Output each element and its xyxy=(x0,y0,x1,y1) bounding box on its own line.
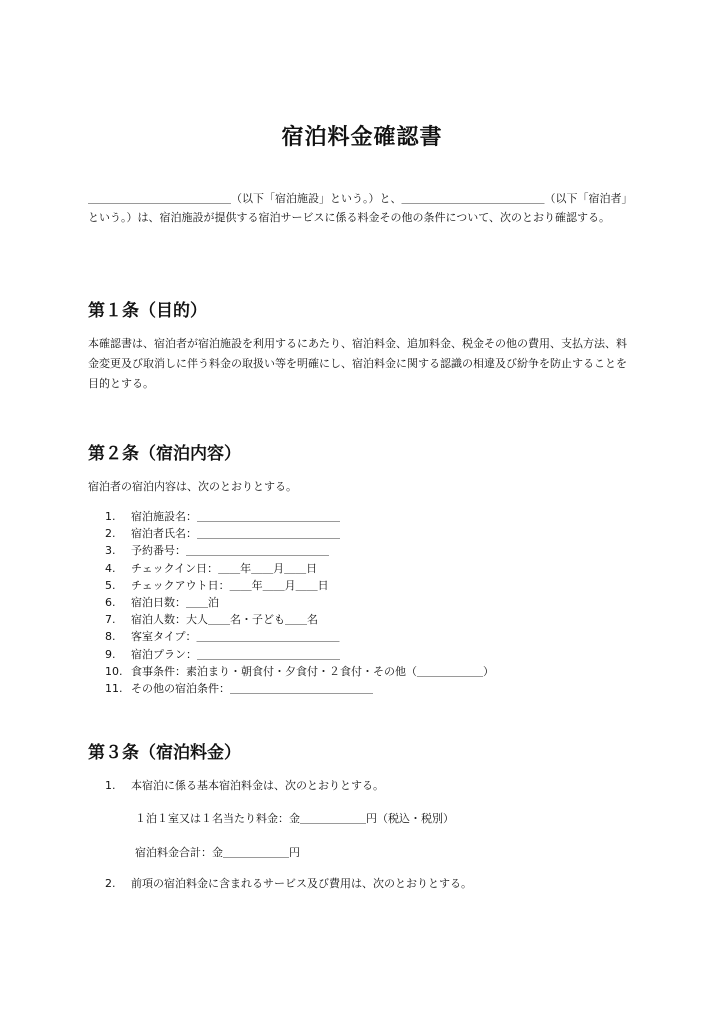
article-2-heading: 第２条（宿泊内容） xyxy=(88,444,241,464)
list-item-text: 客室タイプ：＿＿＿＿＿＿＿＿＿＿＿＿＿ xyxy=(131,630,340,644)
list-item-number: 2. xyxy=(105,877,116,890)
list-item-number: 6. xyxy=(105,595,116,609)
article-3-heading: 第３条（宿泊料金） xyxy=(88,743,241,763)
list-item-text: 宿泊施設名：＿＿＿＿＿＿＿＿＿＿＿＿＿ xyxy=(131,510,340,523)
list-item-text: 食事条件：素泊まり・朝食付・夕食付・２食付・その他（＿＿＿＿＿＿） xyxy=(131,664,494,678)
list-item-text: 本宿泊に係る基本宿泊料金は、次のとおりとする。 xyxy=(131,779,384,792)
list-item-number: 7. xyxy=(105,613,116,627)
list-item-text: 前項の宿泊料金に含まれるサービス及び費用は、次のとおりとする。 xyxy=(131,877,472,890)
list-item-text: 宿泊プラン：＿＿＿＿＿＿＿＿＿＿＿＿＿ xyxy=(131,647,340,661)
article-1-heading: 第１条（目的） xyxy=(88,301,207,321)
article-1-body: 本確認書は、宿泊者が宿泊施設を利用するにあたり、宿泊料金、追加料金、税金その他の費用、支払方法、料金変更及び取消しに伴う料金の取扱い等を明確にし、宿泊料金に関する認識の相違及び紛争を防止することを目的とする。 xyxy=(88,337,627,390)
list-item xyxy=(105,628,494,645)
document-title: 宿泊料金確認書 xyxy=(281,125,443,150)
list-item-text: チェックイン日：＿＿年＿＿月＿＿日 xyxy=(131,561,318,575)
list-item-number: 11. xyxy=(105,681,123,695)
list-item-text: その他の宿泊条件：＿＿＿＿＿＿＿＿＿＿＿＿＿ xyxy=(131,681,373,695)
list-item-text: 宿泊日数：＿＿泊 xyxy=(131,595,219,609)
list-item-number: 4. xyxy=(105,561,116,575)
fee-list-item-2 xyxy=(105,875,472,891)
list-item-number: 1. xyxy=(105,779,116,792)
list-item xyxy=(105,560,494,577)
list-item xyxy=(105,680,494,697)
intro-paragraph: ＿＿＿＿＿＿＿＿＿＿＿＿＿（以下「宿泊施設」という。）と、＿＿＿＿＿＿＿＿＿＿＿＿＿（以下「宿泊者」という。）は、宿泊施設が提供する宿泊サービスに係る料金その他の条件について、次のとおり確認する。 xyxy=(88,192,633,224)
list-item-text: 宿泊人数：大人＿＿名・子ども＿＿名 xyxy=(131,613,318,627)
list-item-number: 8. xyxy=(105,630,116,644)
list-item xyxy=(105,594,494,611)
list-item-number: 1. xyxy=(105,510,116,523)
list-item xyxy=(105,542,494,559)
fee-list-item-1 xyxy=(105,777,384,793)
list-item-text: 宿泊者氏名：＿＿＿＿＿＿＿＿＿＿＿＿＿ xyxy=(131,527,340,541)
list-item-number: 9. xyxy=(105,647,116,661)
list-item-text: チェックアウト日：＿＿年＿＿月＿＿日 xyxy=(131,578,329,592)
list-item-number: 3. xyxy=(105,544,116,558)
stay-details-list xyxy=(105,508,494,697)
list-item-text: 予約番号：＿＿＿＿＿＿＿＿＿＿＿＿＿ xyxy=(131,544,329,558)
list-item xyxy=(105,577,494,594)
total-rate-line: 宿泊料金合計：金＿＿＿＿＿＿円 xyxy=(135,846,300,859)
list-item xyxy=(105,663,494,680)
list-item xyxy=(105,611,494,628)
article-2-body: 宿泊者の宿泊内容は、次のとおりとする。 xyxy=(88,480,297,493)
unit-rate-line: １泊１室又は１名当たり料金：金＿＿＿＿＿＿円（税込・税別） xyxy=(135,812,454,825)
list-item-number: 5. xyxy=(105,578,116,592)
list-item xyxy=(105,646,494,663)
list-item xyxy=(105,875,472,891)
list-item-number: 10. xyxy=(105,664,123,678)
list-item xyxy=(105,777,384,793)
list-item xyxy=(105,525,494,542)
list-item-number: 2. xyxy=(105,527,116,541)
list-item xyxy=(105,508,494,525)
